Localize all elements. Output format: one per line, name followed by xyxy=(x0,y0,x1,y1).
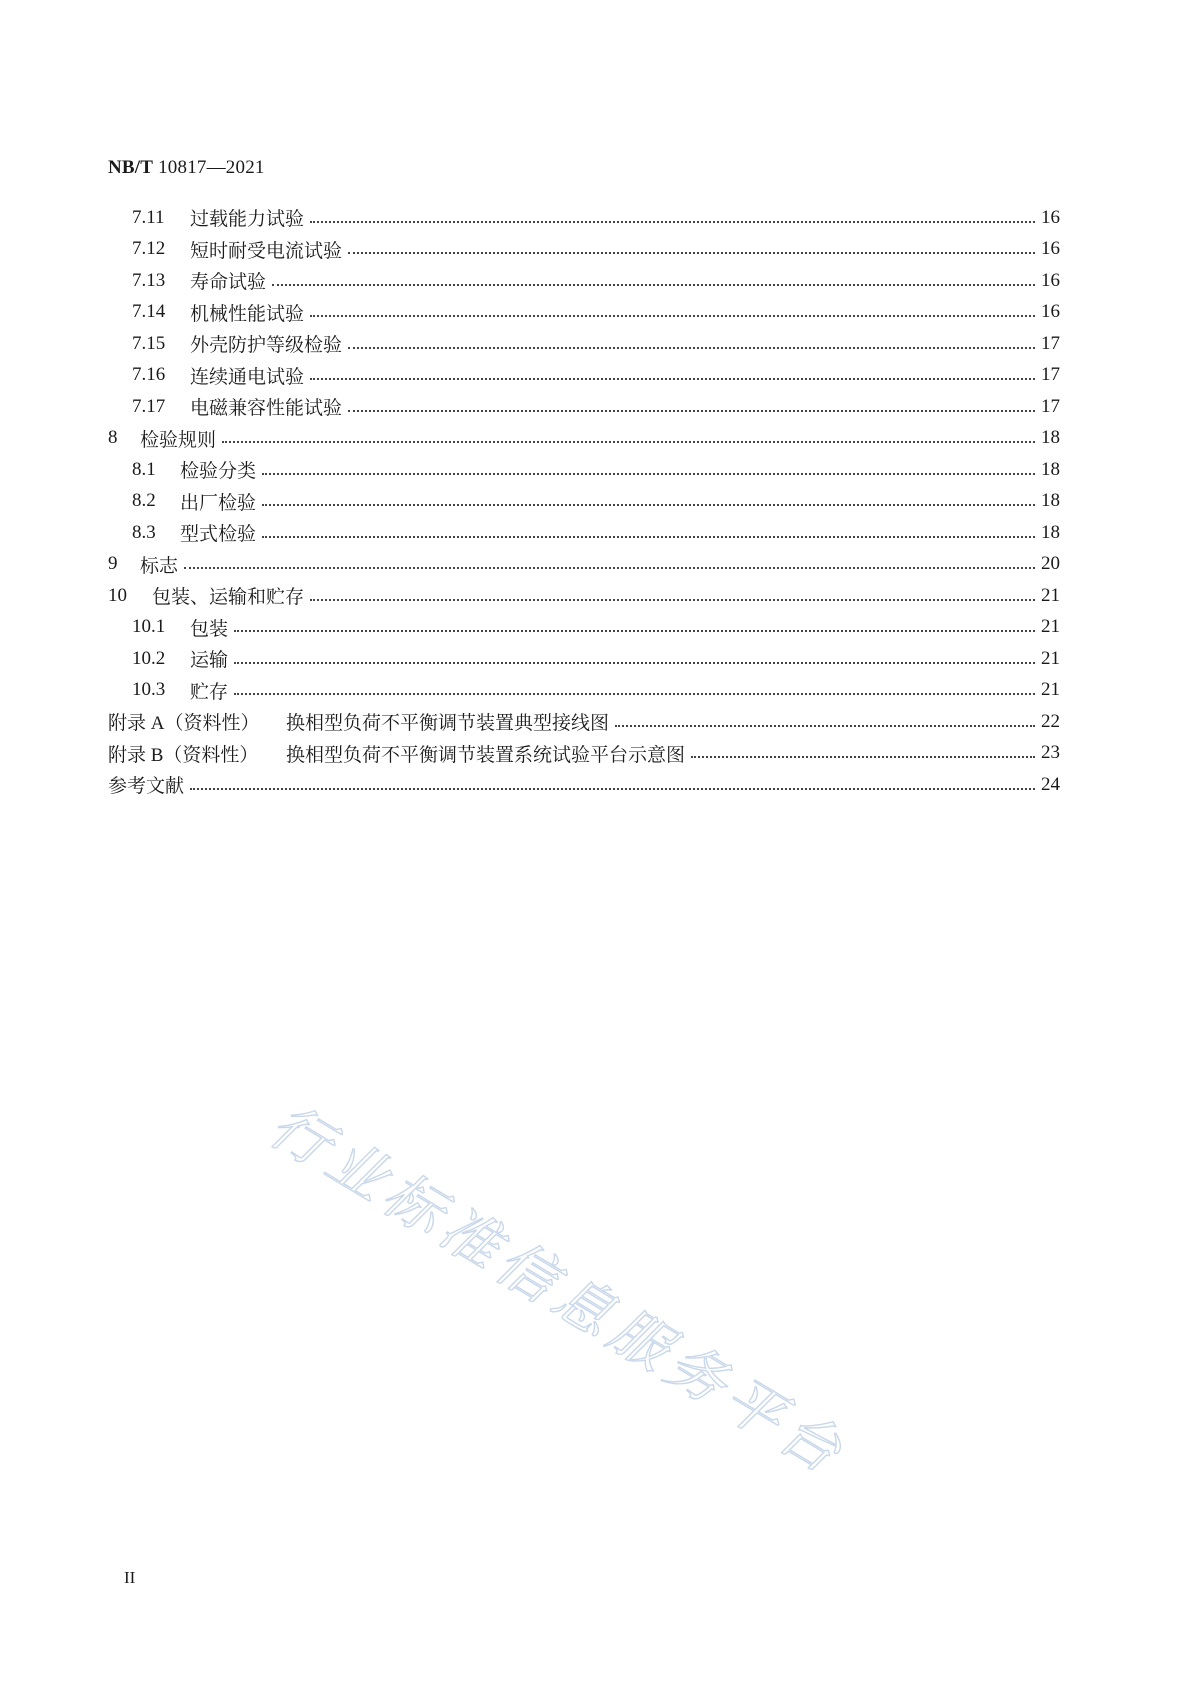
toc-entry-page: 16 xyxy=(1041,269,1060,291)
toc-leader-dots xyxy=(348,252,1035,254)
standard-code xyxy=(108,157,265,179)
toc-entry-page: 18 xyxy=(1041,427,1060,449)
toc-entry-7-12[interactable] xyxy=(108,234,1060,266)
toc-entry-title: 运输 xyxy=(190,650,229,672)
toc-entry-8-3[interactable] xyxy=(108,517,1060,549)
toc-entry-title: 标志 xyxy=(140,555,179,577)
toc-entry-title: 检验规则 xyxy=(140,429,217,451)
toc-entry-number: 7.11 xyxy=(132,206,165,228)
standard-code-prefix: NB/T xyxy=(108,157,154,178)
toc-entry-page: 21 xyxy=(1041,647,1060,669)
toc-entry-10-1[interactable] xyxy=(108,612,1060,644)
toc-entry-title: 包装、运输和贮存 xyxy=(152,587,305,609)
toc-entry-number: 附录 A（资料性） xyxy=(108,713,260,735)
toc-entry-page: 17 xyxy=(1041,332,1060,354)
toc-entry-number: 7.13 xyxy=(132,269,166,291)
toc-entry-title: 型式检验 xyxy=(180,524,257,546)
toc-entry-number: 8.3 xyxy=(132,521,156,543)
toc-entry-page: 21 xyxy=(1041,679,1060,701)
toc-leader-dots xyxy=(310,599,1035,601)
toc-leader-dots xyxy=(262,504,1035,506)
toc-entry-page: 23 xyxy=(1041,742,1060,764)
toc-entry-10[interactable] xyxy=(108,580,1060,612)
toc-entry-page: 22 xyxy=(1041,710,1060,732)
toc-entry-page: 21 xyxy=(1041,616,1060,638)
toc-leader-dots xyxy=(615,725,1035,727)
toc-entry-7-13[interactable] xyxy=(108,265,1060,297)
toc-entry-number: 10.1 xyxy=(132,616,166,638)
toc-entry-page: 16 xyxy=(1041,301,1060,323)
toc-entry-title: 机械性能试验 xyxy=(190,303,305,325)
toc-entry-8[interactable] xyxy=(108,423,1060,455)
toc-leader-dots xyxy=(310,315,1035,317)
toc-entry-number: 10.2 xyxy=(132,647,166,669)
table-of-contents xyxy=(108,202,1060,801)
toc-leader-dots xyxy=(691,756,1035,758)
toc-leader-dots xyxy=(184,567,1035,569)
toc-entry-page: 18 xyxy=(1041,521,1060,543)
toc-leader-dots xyxy=(310,221,1035,223)
toc-leader-dots xyxy=(222,441,1035,443)
standard-code-number: 10817—2021 xyxy=(158,157,265,178)
toc-entry-number: 7.16 xyxy=(132,364,166,386)
toc-entry-title: 连续通电试验 xyxy=(190,366,305,388)
toc-entry-10-3[interactable] xyxy=(108,675,1060,707)
toc-entry-number: 10.3 xyxy=(132,679,166,701)
toc-entry-number: 8.2 xyxy=(132,490,156,512)
toc-entry-page: 18 xyxy=(1041,458,1060,480)
toc-leader-dots xyxy=(190,788,1035,790)
toc-entry-page: 24 xyxy=(1041,773,1060,795)
toc-entry-page: 18 xyxy=(1041,490,1060,512)
toc-leader-dots xyxy=(348,347,1035,349)
toc-leader-dots xyxy=(234,662,1035,664)
toc-entry-8-2[interactable] xyxy=(108,486,1060,518)
toc-entry-number: 8.1 xyxy=(132,458,156,480)
toc-entry-7-14[interactable] xyxy=(108,297,1060,329)
toc-entry-number: 7.12 xyxy=(132,238,166,260)
toc-entry-title: 换相型负荷不平衡调节装置系统试验平台示意图 xyxy=(286,744,686,766)
toc-entry-page: 21 xyxy=(1041,584,1060,606)
toc-leader-dots xyxy=(262,536,1035,538)
toc-entry-title: 贮存 xyxy=(190,681,229,703)
toc-entry-number: 7.14 xyxy=(132,301,166,323)
toc-entry-title: 过载能力试验 xyxy=(190,209,305,231)
toc-entry-appendix-a[interactable] xyxy=(108,706,1060,738)
toc-entry-number: 7.17 xyxy=(132,395,166,417)
toc-entry-number: 附录 B（资料性） xyxy=(108,744,259,766)
toc-entry-number: 参考文献 xyxy=(108,776,185,798)
toc-entry-number: 10 xyxy=(108,584,127,606)
toc-entry-title: 检验分类 xyxy=(180,461,257,483)
toc-entry-number: 8 xyxy=(108,427,118,449)
toc-entry-title: 出厂检验 xyxy=(180,492,257,514)
page-number: II xyxy=(124,1568,136,1587)
toc-entry-7-16[interactable] xyxy=(108,360,1060,392)
toc-entry-title: 寿命试验 xyxy=(190,272,267,294)
toc-entry-title: 包装 xyxy=(190,618,229,640)
toc-entry-number: 7.15 xyxy=(132,332,166,354)
toc-entry-page: 16 xyxy=(1041,206,1060,228)
toc-entry-title: 外壳防护等级检验 xyxy=(190,335,343,357)
toc-entry-page: 17 xyxy=(1041,364,1060,386)
toc-entry-7-15[interactable] xyxy=(108,328,1060,360)
toc-entry-9[interactable] xyxy=(108,549,1060,581)
toc-entry-10-2[interactable] xyxy=(108,643,1060,675)
toc-leader-dots xyxy=(310,378,1035,380)
toc-leader-dots xyxy=(234,693,1035,695)
watermark-text: 行业标准信息服务平台 xyxy=(258,1091,860,1490)
toc-entry-7-17[interactable] xyxy=(108,391,1060,423)
toc-entry-page: 17 xyxy=(1041,395,1060,417)
toc-entry-page: 20 xyxy=(1041,553,1060,575)
toc-entry-title: 电磁兼容性能试验 xyxy=(190,398,343,420)
toc-entry-number: 9 xyxy=(108,553,118,575)
toc-entry-8-1[interactable] xyxy=(108,454,1060,486)
toc-leader-dots xyxy=(272,284,1035,286)
toc-leader-dots xyxy=(262,473,1035,475)
toc-leader-dots xyxy=(348,410,1035,412)
toc-entry-references[interactable] xyxy=(108,769,1060,801)
toc-leader-dots xyxy=(234,630,1035,632)
toc-entry-appendix-b[interactable] xyxy=(108,738,1060,770)
toc-entry-title: 短时耐受电流试验 xyxy=(190,240,343,262)
toc-entry-title: 换相型负荷不平衡调节装置典型接线图 xyxy=(286,713,610,735)
toc-entry-page: 16 xyxy=(1041,238,1060,260)
toc-entry-7-11[interactable] xyxy=(108,202,1060,234)
